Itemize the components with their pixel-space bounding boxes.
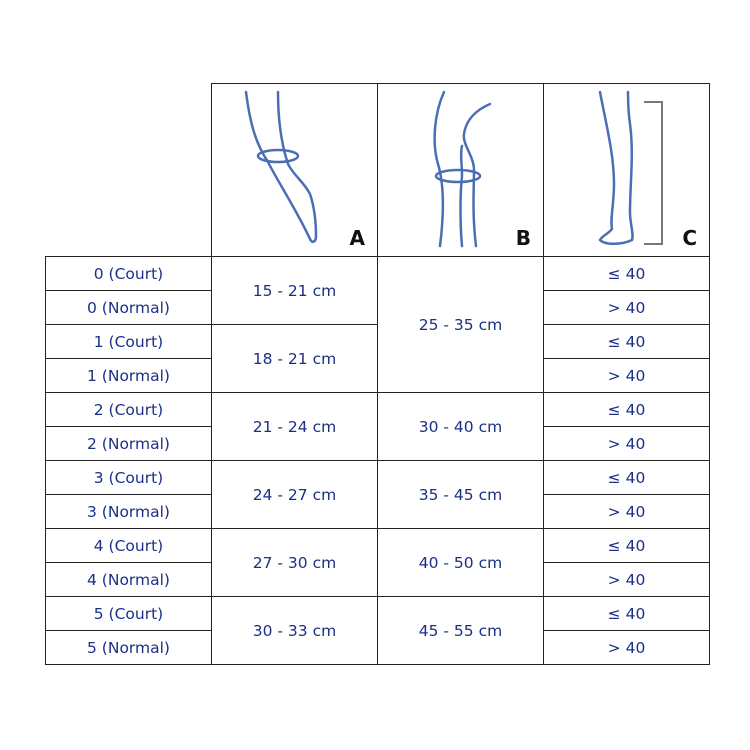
size-chart-table (45, 83, 710, 665)
col-c-cell: > 40 (544, 427, 710, 461)
header-corner (46, 84, 212, 257)
col-c-cell: > 40 (544, 495, 710, 529)
table-row (46, 393, 710, 427)
table-row (46, 597, 710, 631)
col-c-cell: ≤ 40 (544, 461, 710, 495)
size-cell: 5 (Normal) (46, 631, 212, 665)
col-c-cell: ≤ 40 (544, 597, 710, 631)
column-b-letter: B (515, 226, 531, 250)
col-b-cell: 30 - 40 cm (378, 393, 544, 461)
col-a-cell: 18 - 21 cm (212, 325, 378, 393)
col-c-cell: > 40 (544, 631, 710, 665)
table-row (46, 529, 710, 563)
col-b-cell: 40 - 50 cm (378, 529, 544, 597)
table-row (46, 257, 710, 291)
size-cell: 0 (Court) (46, 257, 212, 291)
size-cell: 1 (Court) (46, 325, 212, 359)
column-a-letter: A (349, 226, 365, 250)
size-cell: 5 (Court) (46, 597, 212, 631)
col-a-cell: 27 - 30 cm (212, 529, 378, 597)
col-c-cell: ≤ 40 (544, 393, 710, 427)
size-cell: 4 (Normal) (46, 563, 212, 597)
column-c-header (544, 84, 710, 257)
col-c-cell: ≤ 40 (544, 325, 710, 359)
size-cell: 0 (Normal) (46, 291, 212, 325)
col-b-cell: 25 - 35 cm (378, 257, 544, 393)
col-a-cell: 15 - 21 cm (212, 257, 378, 325)
header-row (46, 84, 710, 257)
col-b-cell: 45 - 55 cm (378, 597, 544, 665)
col-a-cell: 21 - 24 cm (212, 393, 378, 461)
col-c-cell: ≤ 40 (544, 257, 710, 291)
size-cell: 3 (Normal) (46, 495, 212, 529)
column-c-letter: C (682, 226, 697, 250)
column-b-header (378, 84, 544, 257)
col-c-cell: > 40 (544, 291, 710, 325)
size-cell: 2 (Normal) (46, 427, 212, 461)
table-row (46, 461, 710, 495)
col-c-cell: ≤ 40 (544, 529, 710, 563)
col-c-cell: > 40 (544, 563, 710, 597)
col-a-cell: 24 - 27 cm (212, 461, 378, 529)
size-cell: 1 (Normal) (46, 359, 212, 393)
col-c-cell: > 40 (544, 359, 710, 393)
col-a-cell: 30 - 33 cm (212, 597, 378, 665)
column-a-header (212, 84, 378, 257)
size-cell: 2 (Court) (46, 393, 212, 427)
col-b-cell: 35 - 45 cm (378, 461, 544, 529)
size-cell: 3 (Court) (46, 461, 212, 495)
size-cell: 4 (Court) (46, 529, 212, 563)
